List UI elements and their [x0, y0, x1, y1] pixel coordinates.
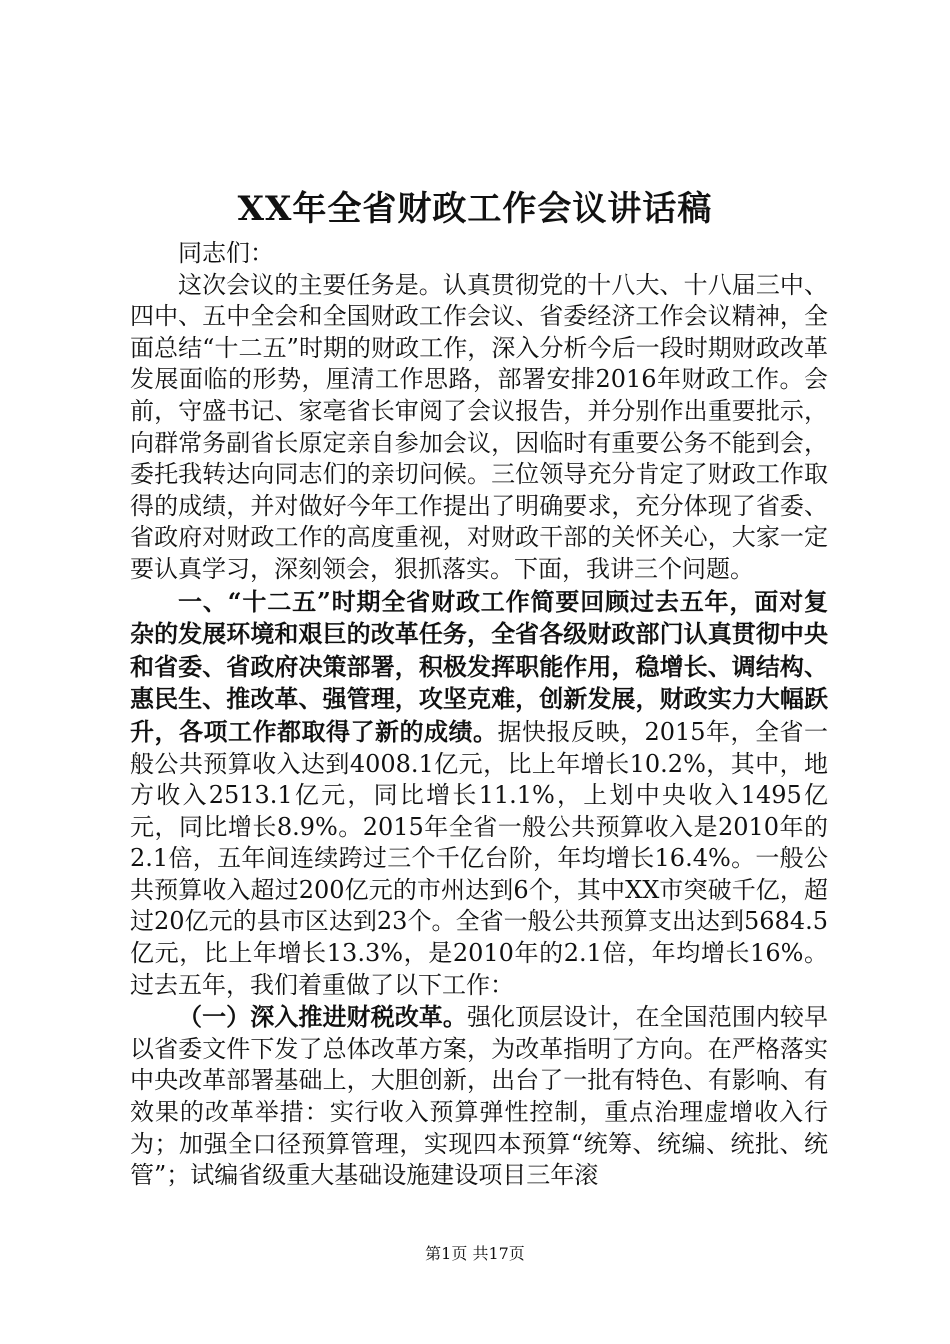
document-body: [130, 238, 828, 1192]
document-title: XX年全省财政工作会议讲话稿: [237, 189, 713, 229]
section-heading-review: 一、“十二五”时期全省财政工作简要回顾过去五年，面对复杂的发展环境和艰巨的改革任务，全省各级财政部门认真贯彻中央和省委、省政府决策部署，积极发挥职能作用，稳增长、调结构、惠民生、推改革、强管理，攻坚克难，创新发展，财政实力大幅跃升，各项工作都取得了新的成绩。: [130, 586, 828, 746]
paragraph-intro: 这次会议的主要任务是。认真贯彻党的十八大、十八届三中、四中、五中全会和全国财政工作会议、省委经济工作会议精神，全面总结“十二五”时期的财政工作，深入分析今后一段时期财政改革发展面临的形势，厘清工作思路，部署安排2016年财政工作。会前，守盛书记、家亳省长审阅了会议报告，并分别作出重要批示，向群常务副省长原定亲自参加会议，因临时有重要公务不能到会，委托我转达向同志们的亲切问候。三位领导充分肯定了财政工作取得的成绩，并对做好今年工作提出了明确要求，充分体现了省委、省政府对财政工作的高度重视，对财政干部的关怀关心，大家一定要认真学习，深刻领会，狠抓落实。下面，我讲三个问题。: [130, 270, 828, 583]
salutation: 同志们：: [178, 239, 274, 267]
subsection-heading-reform: （一）深入推进财税改革。: [178, 1002, 467, 1032]
paragraph-reform-text: 强化顶层设计，在全国范围内较早以省委文件下发了总体改革方案，为改革指明了方向。在严格落实中央改革部署基础上，大胆创新，出台了一批有特色、有影响、有效果的改革举措：实行收入预算弹性控制，重点治理虚增收入行为；加强全口径预算管理，实现四本预算“统筹、统编、统批、统管”；试编省级重大基础设施建设项目三年滚: [130, 1003, 829, 1190]
paragraph-review: [130, 586, 828, 1002]
paragraph-reform: [130, 1001, 828, 1192]
paragraph-review-text: 据快报反映，2015年，全省一般公共预算收入达到4008.1亿元，比上年增长10.2%，其中，地方收入2513.1亿元，同比增长11.1%，上划中央收入1495亿元，同比增长8.9%。2015年全省一般公共预算收入是2010年的2.1倍，五年间连续跨过三个千亿台阶，年均增长16.4%。一般公共预算收入超过200亿元的市州达到6个，其中XX市突破千亿，超过20亿元的县市区达到23个。全省一般公共预算支出达到5684.5亿元，比上年增长13.3%，是2010年的2.1倍，年均增长16%。过去五年，我们着重做了以下工作：: [130, 717, 829, 999]
page-number-footer: 第1页 共17页: [425, 1244, 525, 1263]
